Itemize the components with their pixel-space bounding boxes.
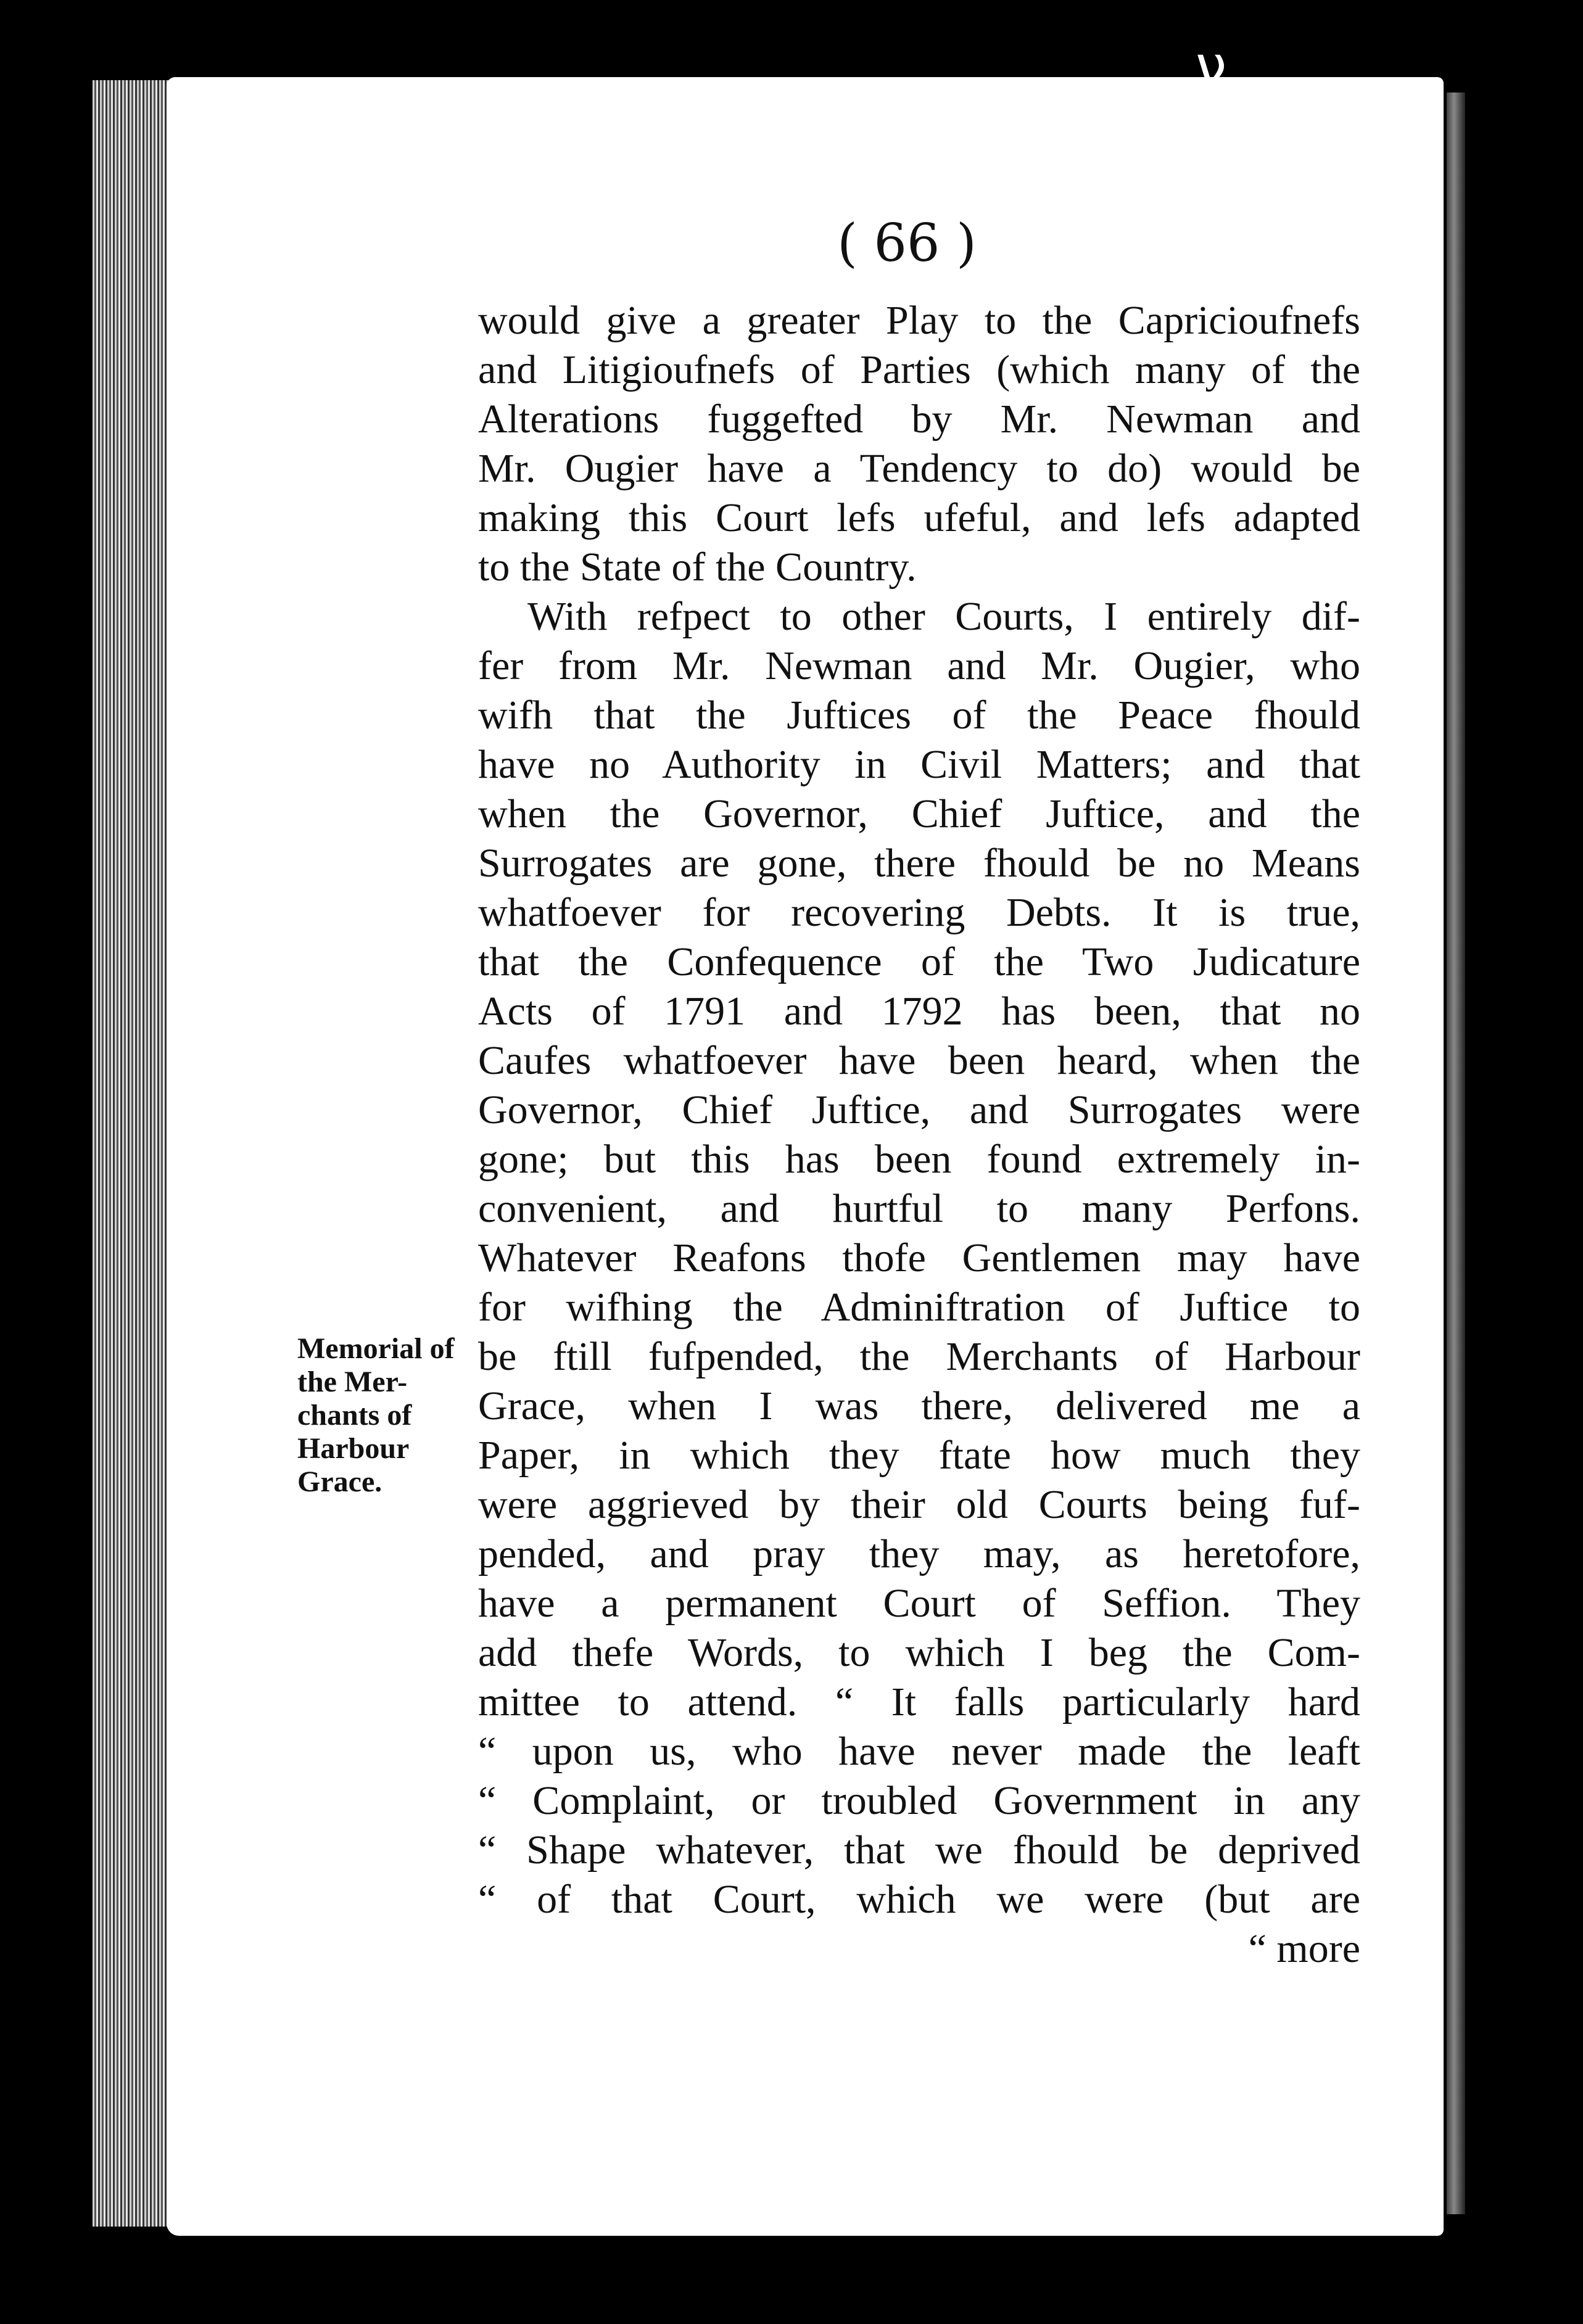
margin-note-line: the Mer- xyxy=(297,1366,408,1398)
text-line: convenient, and hurtful to many Perfons. xyxy=(478,1186,1360,1231)
text-line: have a permanent Court of Seffion. They xyxy=(478,1581,1360,1626)
page-gutter-shadow xyxy=(1447,93,1465,2214)
page-number: ( 66 ) xyxy=(837,213,977,273)
text-line: pended, and pray they may, as heretofore, xyxy=(478,1531,1360,1576)
text-line: have no Authority in Civil Matters; and that xyxy=(478,742,1360,787)
body-text xyxy=(478,296,1360,1974)
text-line: “ of that Court, which we were (but are xyxy=(478,1877,1360,1922)
text-line: and Litigioufnefs of Parties (which many of the xyxy=(478,347,1360,392)
book-fore-edge xyxy=(93,80,179,2227)
margin-note xyxy=(297,1332,482,1499)
text-line: Caufes whatfoever have been heard, when the xyxy=(478,1038,1360,1083)
text-line: Mr. Ougier have a Tendency to do) would be xyxy=(478,446,1360,491)
text-line: Grace, when I was there, delivered me a xyxy=(478,1383,1360,1428)
text-line: that the Confequence of the Two Judicature xyxy=(478,939,1360,984)
text-line: fer from Mr. Newman and Mr. Ougier, who xyxy=(478,643,1360,688)
margin-note-line: chants of xyxy=(297,1399,412,1432)
catchword: “ more xyxy=(1248,1926,1360,1971)
text-line: “ upon us, who have never made the leaft xyxy=(478,1729,1360,1774)
margin-note-line: Memorial of xyxy=(297,1332,455,1365)
text-line: to the State of the Country. xyxy=(478,545,917,590)
text-line: were aggrieved by their old Courts being fuf- xyxy=(478,1482,1360,1527)
text-line: Alterations fuggefted by Mr. Newman and xyxy=(478,397,1360,442)
text-line: gone; but this has been found extremely in- xyxy=(478,1137,1360,1182)
text-line: “ Shape whatever, that we fhould be deprived xyxy=(478,1827,1360,1873)
text-line: be ftill fufpended, the Merchants of Harbour xyxy=(478,1334,1360,1379)
top-pencil-mark: ν xyxy=(1196,34,1227,99)
text-line: wifh that the Juftices of the Peace fhould xyxy=(478,693,1360,738)
text-line: “ Complaint, or troubled Government in any xyxy=(478,1778,1360,1823)
text-line: would give a greater Play to the Capricioufnefs xyxy=(478,298,1360,343)
text-line: add thefe Words, to which I beg the Com- xyxy=(478,1630,1360,1675)
text-line: With refpect to other Courts, I entirely dif- xyxy=(527,594,1360,639)
text-line: Acts of 1791 and 1792 has been, that no xyxy=(478,989,1360,1034)
text-line: for wifhing the Adminiftration of Juftice to xyxy=(478,1285,1360,1330)
margin-note-line: Grace. xyxy=(297,1465,382,1498)
text-line: mittee to attend. “ It falls particularly hard xyxy=(478,1679,1360,1724)
text-line: Surrogates are gone, there fhould be no Means xyxy=(478,841,1360,886)
margin-note-line: Harbour xyxy=(297,1432,410,1465)
text-line: whatfoever for recovering Debts. It is true, xyxy=(478,890,1360,935)
text-line: when the Governor, Chief Juftice, and the xyxy=(478,791,1360,836)
text-line: Whatever Reafons thofe Gentlemen may have xyxy=(478,1235,1360,1280)
text-line: making this Court lefs ufeful, and lefs adapted xyxy=(478,495,1360,540)
text-line: Governor, Chief Juftice, and Surrogates were xyxy=(478,1087,1360,1132)
text-line: Paper, in which they ftate how much they xyxy=(478,1433,1360,1478)
